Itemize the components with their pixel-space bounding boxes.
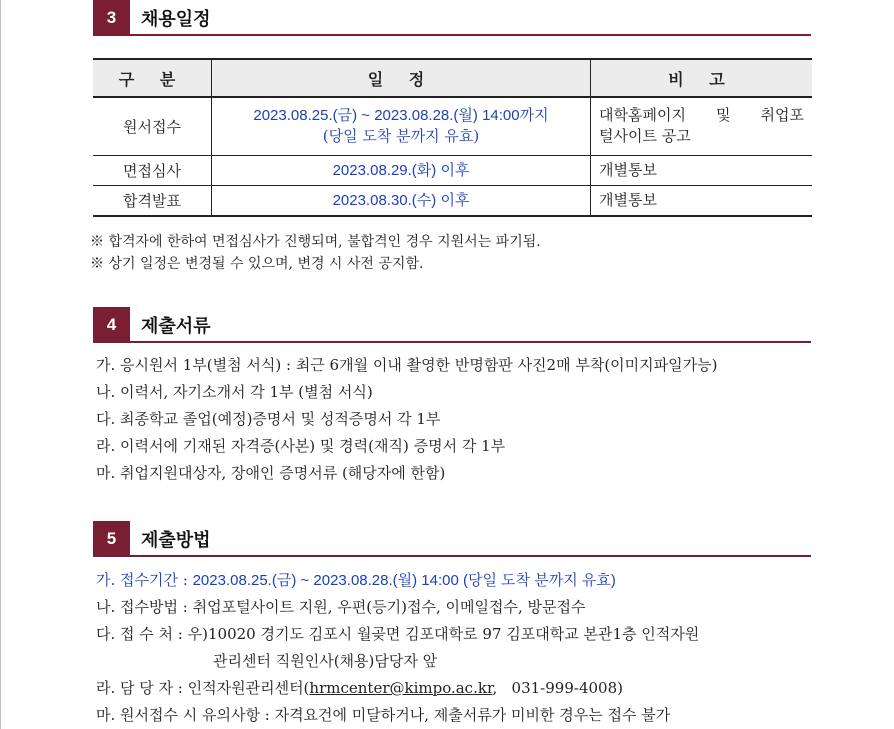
item-value: 자격요건에 미달하거나, 제출서류가 미비한 경우는 접수 불가 xyxy=(274,706,671,724)
remark-word: 및 xyxy=(715,106,731,125)
section-5-header xyxy=(93,521,811,557)
list-item: 나. 이력서, 자기소개서 각 1부 (별첨 서식) xyxy=(96,383,373,401)
list-item xyxy=(96,567,699,594)
section-number: 4 xyxy=(93,307,130,343)
section-3-header xyxy=(93,0,811,36)
list-item: 라. 이력서에 기재된 자격증(사본) 및 경력(재직) 증명서 각 1부 xyxy=(96,437,506,455)
section-underline xyxy=(93,34,811,36)
cell-remark: 개별통보 xyxy=(591,185,813,216)
header-schedule: 일 정 xyxy=(212,59,591,97)
item-label: 가. 접수기간 : xyxy=(96,571,188,589)
item-label: 마. 원서접수 시 유의사항 : xyxy=(96,706,270,724)
remark-word: 취업포 xyxy=(760,106,804,125)
remark-line xyxy=(599,105,804,126)
cell-category: 합격발표 xyxy=(93,185,212,216)
section-number: 3 xyxy=(93,0,130,36)
section-underline xyxy=(93,555,811,557)
header-category: 구 분 xyxy=(93,59,212,97)
section-4-header xyxy=(93,307,811,343)
document-list xyxy=(96,352,717,487)
cell-category: 원서접수 xyxy=(93,97,212,155)
cell-category: 면접심사 xyxy=(93,155,212,185)
remark-word: 대학홈페이지 xyxy=(599,106,686,125)
item-value: 우)10020 경기도 김포시 월곶면 김포대학로 97 김포대학교 본관1층 인적자원 xyxy=(187,625,700,643)
section-underline xyxy=(93,341,811,343)
list-item: 가. 응시원서 1부(별첨 서식) : 최근 6개월 이내 촬영한 반명함판 사진2매 부착(이미지파일가능) xyxy=(96,356,718,374)
email-link[interactable]: hrmcenter@kimpo.ac.kr xyxy=(309,679,493,697)
header-remark: 비 고 xyxy=(591,59,813,97)
cell-schedule xyxy=(212,97,591,155)
cell-schedule: 2023.08.30.(수) 이후 xyxy=(212,185,591,216)
item-value-suffix: , 031-999-4008) xyxy=(492,679,623,697)
list-item: 다. 최종학교 졸업(예정)증명서 및 성적증명서 각 1부 xyxy=(96,410,441,428)
list-item xyxy=(96,594,699,621)
submission-list xyxy=(96,567,699,729)
item-label: 나. 접수방법 : xyxy=(96,598,188,616)
section-number: 5 xyxy=(93,521,130,557)
table-row xyxy=(93,185,812,216)
item-value-prefix: 인적자원관리센터( xyxy=(187,679,310,697)
list-item xyxy=(96,675,699,702)
table-row xyxy=(93,97,812,155)
item-label: 라. 담 당 자 : xyxy=(96,679,183,697)
schedule-table xyxy=(93,58,812,217)
schedule-line: (당일 도착 분까지 유효) xyxy=(322,127,480,146)
item-label: 다. 접 수 처 : xyxy=(96,625,183,643)
list-item xyxy=(96,702,699,729)
page-left-border xyxy=(0,0,1,729)
item-value: 취업포털사이트 지원, 우편(등기)접수, 이메일접수, 방문접수 xyxy=(192,598,586,616)
schedule-line: 2023.08.25.(금) ~ 2023.08.28.(월) 14:00까지 xyxy=(253,107,549,125)
note-line: ※ 상기 일정은 변경될 수 있으며, 변경 시 사전 공지함. xyxy=(90,256,424,272)
remark-line: 털사이트 공고 xyxy=(599,127,691,146)
table-header-row xyxy=(93,59,812,97)
section-title: 채용일정 xyxy=(141,9,211,30)
list-item xyxy=(96,621,699,648)
list-item-continuation: 관리센터 직원인사(채용)담당자 앞 xyxy=(213,652,438,670)
list-item: 마. 취업지원대상자, 장애인 증명서류 (해당자에 한함) xyxy=(96,464,446,482)
item-value: 2023.08.25.(금) ~ 2023.08.28.(월) 14:00 (당일 도착 분까지 유효) xyxy=(192,572,616,589)
cell-remark: 개별통보 xyxy=(591,155,813,185)
cell-remark xyxy=(591,97,813,155)
cell-schedule: 2023.08.29.(화) 이후 xyxy=(212,155,591,185)
section-title: 제출서류 xyxy=(141,316,211,337)
table-row xyxy=(93,155,812,185)
note-line: ※ 합격자에 한하여 면접심사가 진행되며, 불합격인 경우 지원서는 파기됨. xyxy=(90,234,541,250)
section-title: 제출방법 xyxy=(141,530,211,551)
